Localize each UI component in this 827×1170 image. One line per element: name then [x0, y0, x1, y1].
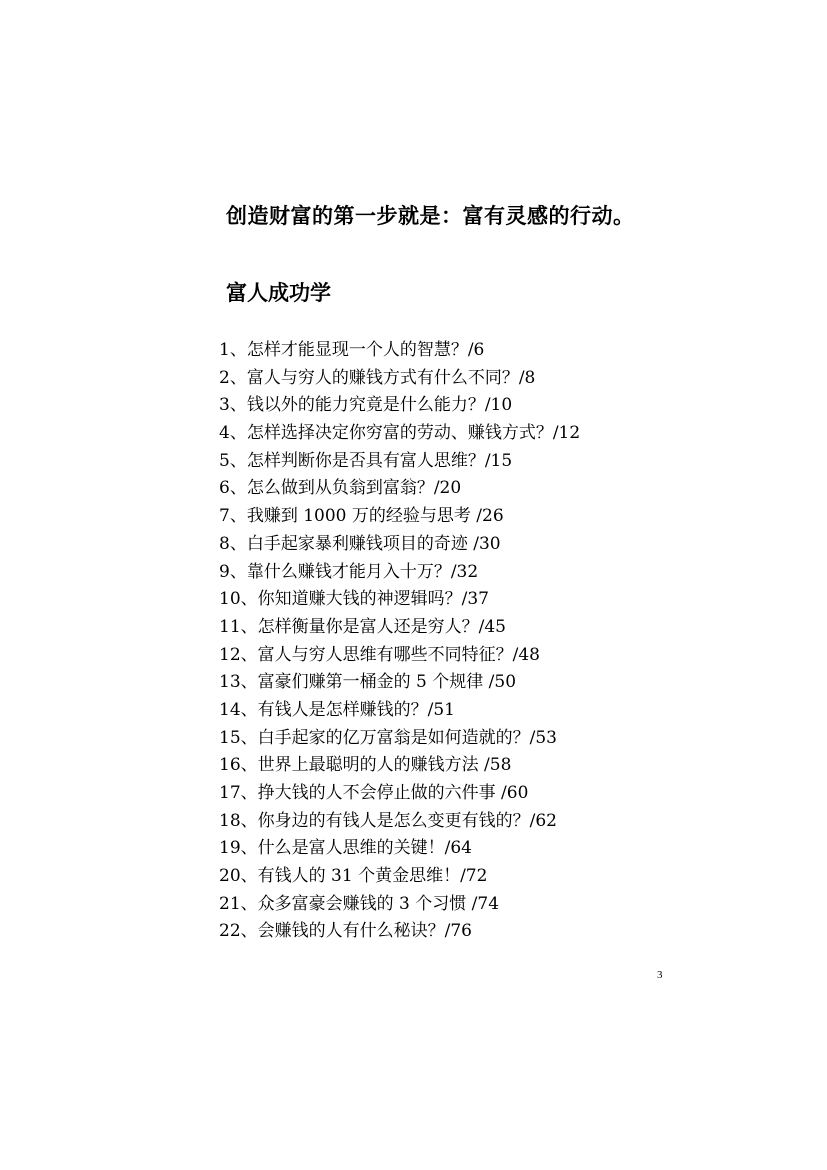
toc-item: 3、钱以外的能力究竟是什么能力？/10	[219, 395, 513, 416]
toc-item: 17、挣大钱的人不会停止做的六件事 /60	[219, 783, 529, 803]
toc-item: 4、怎样选择决定你穷富的劳动、赚钱方式？/12	[219, 423, 581, 444]
toc-item: 12、富人与穷人思维有哪些不同特征？/48	[219, 644, 540, 665]
toc-item: 6、怎么做到从负翁到富翁？/20	[219, 478, 462, 499]
toc-item: 18、你身边的有钱人是怎么变更有钱的？/62	[219, 810, 557, 831]
toc-item: 11、怎样衡量你是富人还是穷人？/45	[219, 616, 506, 637]
page-number: 3	[657, 969, 663, 981]
toc-item: 21、众多富豪会赚钱的 3 个习惯 /74	[219, 893, 500, 914]
headline: 创造财富的第一步就是：富有灵感的行动。	[226, 204, 635, 228]
toc-item: 1、怎样才能显现一个人的智慧？/6	[219, 340, 485, 360]
toc-item: 15、白手起家的亿万富翁是如何造就的？/53	[219, 727, 557, 748]
table-of-contents	[219, 337, 580, 946]
toc-item: 14、有钱人是怎样赚钱的？/51	[219, 699, 455, 720]
toc-item: 5、怎样判断你是否具有富人思维？/15	[219, 450, 513, 471]
toc-item: 2、富人与穷人的赚钱方式有什么不同？/8	[219, 367, 536, 388]
toc-item: 16、世界上最聪明的人的赚钱方法 /58	[219, 755, 512, 776]
toc-item: 22、会赚钱的人有什么秘诀？/76	[219, 921, 472, 942]
toc-item: 20、有钱人的 31 个黄金思维！/72	[219, 866, 488, 887]
toc-item: 9、靠什么赚钱才能月入十万？/32	[219, 561, 479, 582]
toc-item: 8、白手起家暴利赚钱项目的奇迹 /30	[219, 533, 501, 554]
section-title: 富人成功学	[226, 281, 331, 305]
toc-item: 10、你知道赚大钱的神逻辑吗？/37	[219, 589, 489, 610]
toc-item: 19、什么是富人思维的关键！/64	[219, 838, 472, 859]
toc-item: 7、我赚到 1000 万的经验与思考 /26	[219, 506, 504, 527]
toc-item: 13、富豪们赚第一桶金的 5 个规律 /50	[219, 672, 517, 693]
